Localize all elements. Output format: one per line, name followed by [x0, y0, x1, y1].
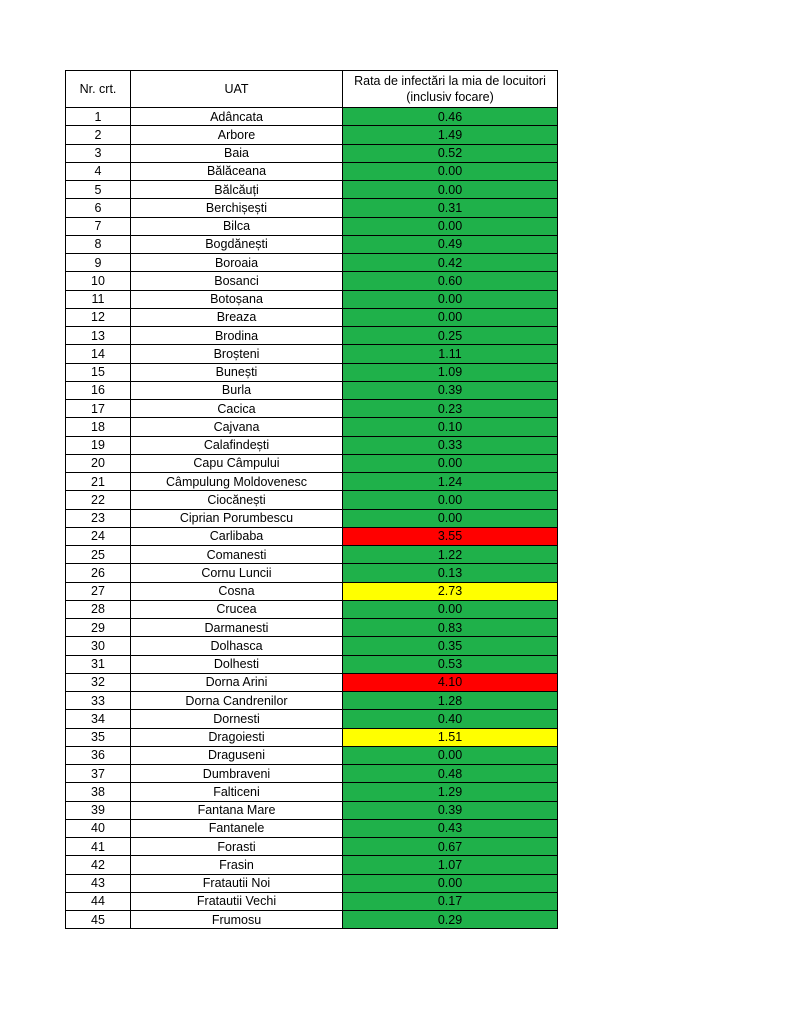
uat-name-cell: Cornu Luncii — [131, 564, 343, 582]
row-number-cell: 6 — [66, 199, 131, 217]
table-row — [66, 527, 558, 545]
uat-name-cell: Botoșana — [131, 290, 343, 308]
uat-name-cell: Capu Câmpului — [131, 454, 343, 472]
table-row — [66, 418, 558, 436]
table-row — [66, 327, 558, 345]
row-number-cell: 34 — [66, 710, 131, 728]
uat-name-cell: Bălăceana — [131, 162, 343, 180]
table-row — [66, 400, 558, 418]
row-number-cell: 28 — [66, 600, 131, 618]
table-row — [66, 637, 558, 655]
row-number-cell: 20 — [66, 454, 131, 472]
infection-rate-cell: 0.46 — [343, 108, 558, 126]
infection-rate-cell: 0.00 — [343, 746, 558, 764]
table-row — [66, 801, 558, 819]
infection-rate-cell: 0.49 — [343, 235, 558, 253]
infection-rate-cell: 0.43 — [343, 819, 558, 837]
table-row — [66, 144, 558, 162]
row-number-cell: 43 — [66, 874, 131, 892]
row-number-cell: 31 — [66, 655, 131, 673]
infection-rate-cell: 0.00 — [343, 181, 558, 199]
row-number-cell: 15 — [66, 363, 131, 381]
uat-name-cell: Ciprian Porumbescu — [131, 509, 343, 527]
uat-name-cell: Bălcăuți — [131, 181, 343, 199]
table-row — [66, 728, 558, 746]
infection-rate-cell: 0.60 — [343, 272, 558, 290]
uat-name-cell: Bogdănești — [131, 235, 343, 253]
infection-rate-cell: 1.11 — [343, 345, 558, 363]
row-number-cell: 11 — [66, 290, 131, 308]
uat-name-cell: Dornesti — [131, 710, 343, 728]
infection-rate-cell: 2.73 — [343, 582, 558, 600]
infection-rate-cell: 0.00 — [343, 290, 558, 308]
row-number-cell: 10 — [66, 272, 131, 290]
infection-rate-cell: 0.40 — [343, 710, 558, 728]
row-number-cell: 9 — [66, 254, 131, 272]
infection-rate-cell: 0.17 — [343, 892, 558, 910]
row-number-cell: 19 — [66, 436, 131, 454]
uat-name-cell: Breaza — [131, 308, 343, 326]
infection-rate-cell: 1.28 — [343, 692, 558, 710]
infection-rate-cell: 0.48 — [343, 765, 558, 783]
infection-rate-cell: 0.67 — [343, 838, 558, 856]
row-number-cell: 22 — [66, 491, 131, 509]
infection-rate-cell: 0.39 — [343, 381, 558, 399]
table-row — [66, 619, 558, 637]
table-row — [66, 126, 558, 144]
row-number-cell: 40 — [66, 819, 131, 837]
infection-rate-cell: 0.00 — [343, 454, 558, 472]
row-number-cell: 21 — [66, 473, 131, 491]
table-row — [66, 582, 558, 600]
table-row — [66, 363, 558, 381]
table-row — [66, 491, 558, 509]
infection-rate-cell: 1.22 — [343, 546, 558, 564]
table-row — [66, 454, 558, 472]
row-number-cell: 41 — [66, 838, 131, 856]
infection-rate-cell: 1.09 — [343, 363, 558, 381]
infection-rate-cell: 0.13 — [343, 564, 558, 582]
row-number-cell: 37 — [66, 765, 131, 783]
uat-name-cell: Comanesti — [131, 546, 343, 564]
table-row — [66, 272, 558, 290]
row-number-cell: 17 — [66, 400, 131, 418]
infection-rate-cell: 0.39 — [343, 801, 558, 819]
table-row — [66, 819, 558, 837]
uat-name-cell: Câmpulung Moldovenesc — [131, 473, 343, 491]
row-number-cell: 2 — [66, 126, 131, 144]
table-row — [66, 655, 558, 673]
row-number-cell: 35 — [66, 728, 131, 746]
uat-name-cell: Forasti — [131, 838, 343, 856]
infection-rate-cell: 0.00 — [343, 600, 558, 618]
row-number-cell: 18 — [66, 418, 131, 436]
row-number-cell: 32 — [66, 673, 131, 691]
row-number-cell: 14 — [66, 345, 131, 363]
table-row — [66, 509, 558, 527]
infection-rate-table — [65, 70, 558, 929]
uat-name-cell: Ciocănești — [131, 491, 343, 509]
infection-rate-cell: 1.07 — [343, 856, 558, 874]
table-row — [66, 473, 558, 491]
table-row — [66, 838, 558, 856]
row-number-cell: 8 — [66, 235, 131, 253]
infection-rate-cell: 0.31 — [343, 199, 558, 217]
infection-rate-cell: 0.29 — [343, 911, 558, 929]
uat-name-cell: Dorna Arini — [131, 673, 343, 691]
infection-rate-cell: 1.51 — [343, 728, 558, 746]
row-number-cell: 27 — [66, 582, 131, 600]
table-row — [66, 765, 558, 783]
infection-rate-cell: 0.42 — [343, 254, 558, 272]
table-row — [66, 600, 558, 618]
uat-name-cell: Calafindești — [131, 436, 343, 454]
table-row — [66, 108, 558, 126]
table-row — [66, 856, 558, 874]
table-row — [66, 710, 558, 728]
table-row — [66, 892, 558, 910]
infection-rate-cell: 0.33 — [343, 436, 558, 454]
uat-name-cell: Brodina — [131, 327, 343, 345]
uat-name-cell: Adâncata — [131, 108, 343, 126]
uat-name-cell: Dumbraveni — [131, 765, 343, 783]
row-number-cell: 33 — [66, 692, 131, 710]
uat-name-cell: Bilca — [131, 217, 343, 235]
table-row — [66, 217, 558, 235]
table-header-row — [66, 71, 558, 108]
table-row — [66, 181, 558, 199]
table-row — [66, 746, 558, 764]
row-number-cell: 12 — [66, 308, 131, 326]
infection-rate-cell: 0.10 — [343, 418, 558, 436]
table-row — [66, 783, 558, 801]
infection-rate-cell: 0.00 — [343, 509, 558, 527]
table-row — [66, 546, 558, 564]
infection-rate-cell: 1.49 — [343, 126, 558, 144]
uat-name-cell: Baia — [131, 144, 343, 162]
table-row — [66, 290, 558, 308]
column-header-rate-line1: Rata de infectări la mia de locuitori — [354, 74, 546, 88]
table-row — [66, 673, 558, 691]
table-row — [66, 308, 558, 326]
uat-name-cell: Arbore — [131, 126, 343, 144]
uat-name-cell: Cosna — [131, 582, 343, 600]
uat-name-cell: Crucea — [131, 600, 343, 618]
column-header-rate — [343, 71, 558, 108]
column-header-rate-line2: (inclusiv focare) — [406, 90, 494, 104]
row-number-cell: 44 — [66, 892, 131, 910]
uat-name-cell: Frumosu — [131, 911, 343, 929]
row-number-cell: 42 — [66, 856, 131, 874]
row-number-cell: 45 — [66, 911, 131, 929]
row-number-cell: 23 — [66, 509, 131, 527]
uat-name-cell: Darmanesti — [131, 619, 343, 637]
row-number-cell: 26 — [66, 564, 131, 582]
uat-name-cell: Dorna Candrenilor — [131, 692, 343, 710]
table-row — [66, 254, 558, 272]
infection-rate-cell: 0.83 — [343, 619, 558, 637]
uat-name-cell: Dolhasca — [131, 637, 343, 655]
uat-name-cell: Fantanele — [131, 819, 343, 837]
table-row — [66, 345, 558, 363]
uat-name-cell: Frasin — [131, 856, 343, 874]
table-row — [66, 911, 558, 929]
table-row — [66, 874, 558, 892]
row-number-cell: 4 — [66, 162, 131, 180]
table-row — [66, 235, 558, 253]
infection-rate-cell: 0.00 — [343, 162, 558, 180]
uat-name-cell: Bunești — [131, 363, 343, 381]
row-number-cell: 39 — [66, 801, 131, 819]
uat-name-cell: Berchișești — [131, 199, 343, 217]
uat-name-cell: Burla — [131, 381, 343, 399]
table-row — [66, 436, 558, 454]
table-row — [66, 692, 558, 710]
row-number-cell: 1 — [66, 108, 131, 126]
column-header-nr: Nr. crt. — [66, 71, 131, 108]
uat-name-cell: Fratautii Vechi — [131, 892, 343, 910]
infection-rate-cell: 0.53 — [343, 655, 558, 673]
uat-name-cell: Carlibaba — [131, 527, 343, 545]
infection-rate-cell: 4.10 — [343, 673, 558, 691]
infection-rate-cell: 1.29 — [343, 783, 558, 801]
infection-rate-cell: 0.25 — [343, 327, 558, 345]
row-number-cell: 38 — [66, 783, 131, 801]
infection-rate-cell: 3.55 — [343, 527, 558, 545]
row-number-cell: 16 — [66, 381, 131, 399]
infection-rate-cell: 1.24 — [343, 473, 558, 491]
row-number-cell: 36 — [66, 746, 131, 764]
uat-name-cell: Bosanci — [131, 272, 343, 290]
infection-rate-cell: 0.52 — [343, 144, 558, 162]
row-number-cell: 7 — [66, 217, 131, 235]
uat-name-cell: Boroaia — [131, 254, 343, 272]
row-number-cell: 30 — [66, 637, 131, 655]
table-row — [66, 162, 558, 180]
uat-name-cell: Falticeni — [131, 783, 343, 801]
uat-name-cell: Dolhesti — [131, 655, 343, 673]
infection-rate-cell: 0.23 — [343, 400, 558, 418]
uat-name-cell: Fratautii Noi — [131, 874, 343, 892]
row-number-cell: 3 — [66, 144, 131, 162]
row-number-cell: 5 — [66, 181, 131, 199]
column-header-uat: UAT — [131, 71, 343, 108]
row-number-cell: 25 — [66, 546, 131, 564]
infection-rate-cell: 0.00 — [343, 308, 558, 326]
infection-rate-cell: 0.00 — [343, 491, 558, 509]
infection-rate-cell: 0.35 — [343, 637, 558, 655]
row-number-cell: 13 — [66, 327, 131, 345]
row-number-cell: 24 — [66, 527, 131, 545]
uat-name-cell: Cacica — [131, 400, 343, 418]
table-row — [66, 381, 558, 399]
uat-name-cell: Fantana Mare — [131, 801, 343, 819]
uat-name-cell: Broșteni — [131, 345, 343, 363]
row-number-cell: 29 — [66, 619, 131, 637]
infection-rate-cell: 0.00 — [343, 217, 558, 235]
table-row — [66, 564, 558, 582]
uat-name-cell: Dragoiesti — [131, 728, 343, 746]
table-row — [66, 199, 558, 217]
uat-name-cell: Cajvana — [131, 418, 343, 436]
infection-rate-cell: 0.00 — [343, 874, 558, 892]
table-body — [66, 108, 558, 929]
uat-name-cell: Draguseni — [131, 746, 343, 764]
